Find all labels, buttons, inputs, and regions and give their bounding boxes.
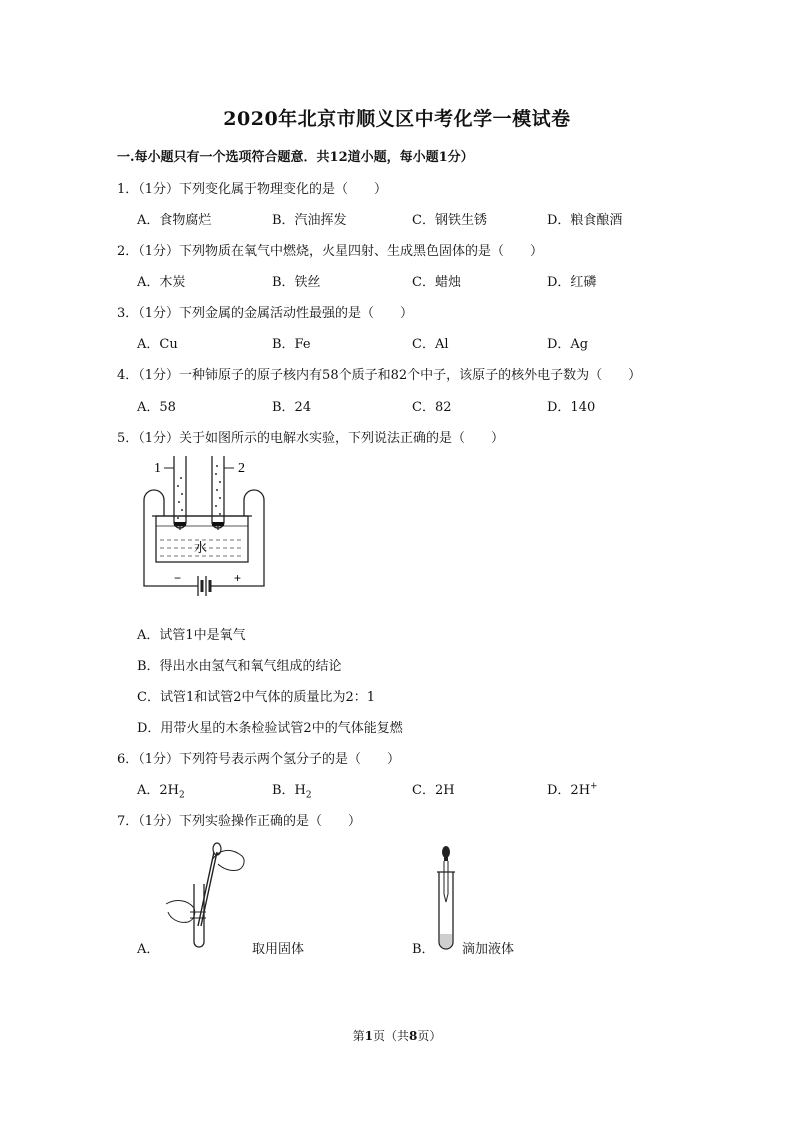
beaker <box>156 516 248 562</box>
q6-a-sub: 2 <box>179 790 185 801</box>
q6-option-c <box>412 779 455 798</box>
q4-option-d: D．140 <box>547 400 596 415</box>
q1-option-a: A．食物腐烂 <box>137 213 212 228</box>
q5-option-b: B．得出水由氢气和氧气组成的结论 <box>137 659 342 674</box>
q6-a-text: A．2H <box>137 783 179 798</box>
question-7-stem: 7．（1分）下列实验操作正确的是（ ） <box>117 814 362 829</box>
q6-d-text: D．2H <box>547 783 591 798</box>
solid-taking-illustration <box>162 842 252 952</box>
question-6-stem: 6．（1分）下列符号表示两个氢分子的是（ ） <box>117 752 401 767</box>
section-heading: 一.每小题只有一个选项符合题意．共12道小题，每小题1分） <box>117 150 474 165</box>
q3-option-a: A．Cu <box>137 337 178 352</box>
q3-option-c: C．Al <box>412 337 449 352</box>
question-5-stem: 5．（1分）关于如图所示的电解水实验，下列说法正确的是（ ） <box>117 431 505 446</box>
water-label: 水 <box>194 540 208 555</box>
q6-option-b <box>272 779 312 801</box>
footer-mid: 页（共 <box>372 1029 409 1043</box>
q7-option-b-label: B． <box>412 942 435 957</box>
electrode-1 <box>174 522 186 526</box>
q6-option-d <box>547 779 598 798</box>
electrolysis-figure <box>140 456 270 608</box>
question-1-stem: 1．（1分）下列变化属于物理变化的是（ ） <box>117 182 388 197</box>
question-3-stem: 3．（1分）下列金属的金属活动性最强的是（ ） <box>117 306 414 321</box>
q7-option-a-label: A． <box>137 942 160 957</box>
q4-option-b: B．24 <box>272 400 312 415</box>
q2-option-c: C．蜡烛 <box>412 275 461 290</box>
footer-suffix: 页） <box>417 1029 442 1043</box>
q4-option-a: A．58 <box>137 400 176 415</box>
test-tube-2 <box>212 456 224 528</box>
q5-option-c: C．试管1和试管2中气体的质量比为2：1 <box>137 690 376 705</box>
q5-option-a: A．试管1中是氧气 <box>137 628 246 643</box>
q4-option-c: C．82 <box>412 400 452 415</box>
negative-terminal-label: − <box>174 571 182 585</box>
q6-c-text: C．2H <box>412 783 455 798</box>
page-footer <box>0 1027 794 1044</box>
footer-total-pages: 8 <box>409 1029 418 1043</box>
q7-option-a-caption: 取用固体 <box>252 942 305 957</box>
q2-option-a: A．木炭 <box>137 275 186 290</box>
q6-option-a <box>137 779 185 801</box>
question-4-stem: 4．（1分）一种铈原子的原子核内有58个质子和82个中子，该原子的核外电子数为（ ） <box>117 368 642 383</box>
q6-d-sup: + <box>590 781 598 792</box>
q3-option-d: D．Ag <box>547 337 589 352</box>
q3-option-b: B．Fe <box>272 337 311 352</box>
q7-option-b-caption: 滴加液体 <box>462 942 515 957</box>
wire-left <box>144 490 198 586</box>
footer-page-number: 1 <box>364 1029 373 1043</box>
q6-b-sub: 2 <box>305 790 312 801</box>
q5-option-d: D．用带火星的木条检验试管2中的气体能复燃 <box>137 721 403 736</box>
q1-option-c: C．钢铁生锈 <box>412 213 487 228</box>
question-2-stem: 2．（1分）下列物质在氧气中燃烧，火星四射、生成黑色固体的是（ ） <box>117 244 544 259</box>
q2-option-d: D．红磷 <box>547 275 597 290</box>
electrode-2 <box>212 522 224 526</box>
liquid-dropping-illustration <box>434 842 458 954</box>
q1-option-b: B．汽油挥发 <box>272 213 347 228</box>
test-tube-1 <box>174 456 186 528</box>
page-title: 2020年北京市顺义区中考化学一模试卷 <box>223 108 571 130</box>
positive-terminal-label: + <box>234 571 242 585</box>
q6-b-text: B．H <box>272 783 306 798</box>
footer-prefix: 第 <box>352 1029 365 1043</box>
gas-bubbles <box>177 465 221 519</box>
tube-2-label: 2 <box>238 461 245 476</box>
tube-1-label: 1 <box>154 461 161 476</box>
q1-option-d: D．粮食酿酒 <box>547 213 623 228</box>
q2-option-b: B．铁丝 <box>272 275 321 290</box>
